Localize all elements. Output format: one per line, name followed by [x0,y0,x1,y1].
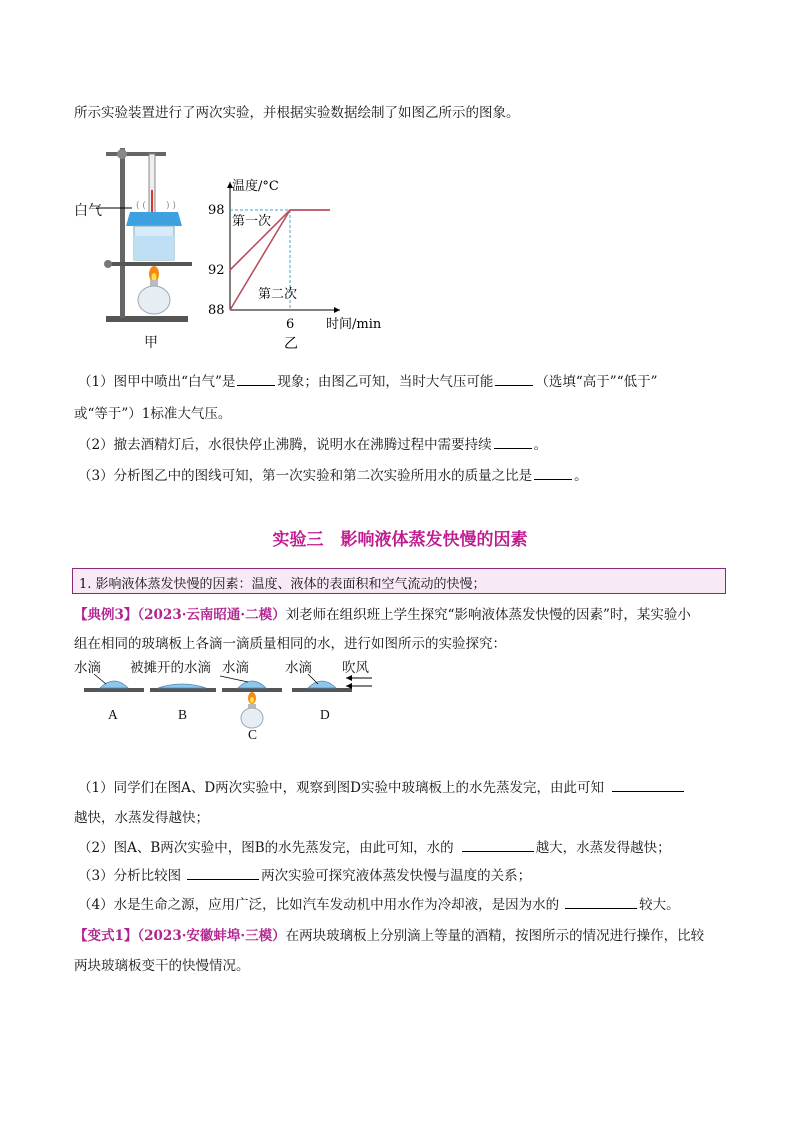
series-label-first: 第一次 [232,214,272,229]
label-B: B [178,707,188,722]
e-q4-line: （4）水是生命之源，应用广泛，比如汽车发动机中用水作为冷却液，是因为水的 较大。 [78,897,680,913]
x-tick-label: 6 [286,317,295,332]
intro-text: 所示实验装置进行了两次实验，并根据实验数据绘制了如图乙所示的图象。 [74,105,520,121]
drop-c [238,681,266,688]
label-a-top: 水滴 [74,660,101,676]
example3-tag: 【典例3】（2023·云南昭通·二模） [74,607,286,623]
e-q2-line: （2）图A、B两次实验中，图B的水先蒸发完，由此可知，水的 越大，水蒸发得越快； [78,840,671,856]
y-tick-label: 98 [208,203,225,218]
q1-line1: （1）图甲中喷出“白气”是 现象；由图乙可知，当时大气压可能 （选填“高于”“低于” [78,374,658,390]
apparatus-figure [70,140,200,350]
example3-line2: 组在相同的玻璃板上各滴一滴质量相同的水，进行如图所示的实验探究： [74,636,506,652]
e-q4-blank[interactable] [565,897,637,909]
x-axis-arrow [334,307,340,313]
caption-jia: 甲 [144,335,158,351]
label-wind: 吹风 [342,660,369,676]
plate-b [150,688,216,692]
plate-c [222,688,282,692]
beaker-lid [126,212,182,226]
e-q1-blank[interactable] [612,780,684,792]
e-q1-line2: 越快，水蒸发得越快； [74,810,209,826]
variant1-tag: 【变式1】（2023·安徽蚌埠·三模） [74,928,286,944]
e-q3-blank[interactable] [187,868,259,880]
alcohol-lamp [138,286,170,314]
q3-blank[interactable] [534,468,572,480]
label-c-top: 水滴 [222,660,249,676]
q2-blank[interactable] [494,437,532,449]
section-title: 实验三 影响液体蒸发快慢的因素 [272,530,528,550]
drop-d [308,681,336,688]
variant1-line2: 两块玻璃板变干的快慢情况。 [74,958,250,974]
plate-d [292,688,352,692]
lamp-c [241,708,263,728]
q1-line2: 或“等于”）1标准大气压。 [74,406,232,422]
label-b-top: 被摊开的水滴 [130,660,211,676]
q1-blank1[interactable] [237,374,275,386]
label-d-top: 水滴 [285,660,312,676]
variant1-line1: 【变式1】（2023·安徽蚌埠·三模）在两块玻璃板上分别滴上等量的酒精，按图所示的情况进行操作，比较 [74,928,705,944]
y-tick-label: 92 [208,263,225,278]
drop-b [158,684,206,688]
note-box [72,568,726,594]
label-A: A [108,707,118,722]
y-axis-label: 温度/°C [232,179,279,194]
caption-yi: 乙 [284,336,298,350]
x-axis-label: 时间/min [326,317,382,332]
q3-line: （3）分析图乙中的图线可知，第一次实验和第二次实验所用水的质量之比是 。 [78,468,588,484]
temperature-chart [200,170,400,350]
q1-blank2[interactable] [495,374,533,386]
label-C: C [248,727,258,742]
q2-line: （2）撤去酒精灯后，水很快停止沸腾，说明水在沸腾过程中需要持续 。 [78,437,548,453]
y-tick-label: 88 [208,303,225,318]
series-label-second: 第二次 [258,287,298,302]
svg-text:) ): ) ) [166,201,176,211]
note-text: 1. 影响液体蒸发快慢的因素：温度、液体的表面积和空气流动的快慢； [79,577,486,592]
e-q1-line1: （1）同学们在图A、D两次实验中，观察到图D实验中玻璃板上的水先蒸发完，由此可知 [78,776,686,796]
example3-line1: 【典例3】（2023·云南昭通·二模）刘老师在组织班上学生探究“影响液体蒸发快慢的因素”时，某实验小 [74,607,691,623]
stand-base [106,316,188,322]
plate-a [84,688,144,692]
steam-marks: ( ( [136,201,146,211]
e-q2-blank[interactable] [462,840,534,852]
label-baiqi: 白气 [74,203,102,219]
stand-pole [120,148,125,318]
label-D: D [320,707,330,722]
e-q3-line: （3）分析比较图 两次实验可探究液体蒸发快慢与温度的关系； [78,868,532,884]
